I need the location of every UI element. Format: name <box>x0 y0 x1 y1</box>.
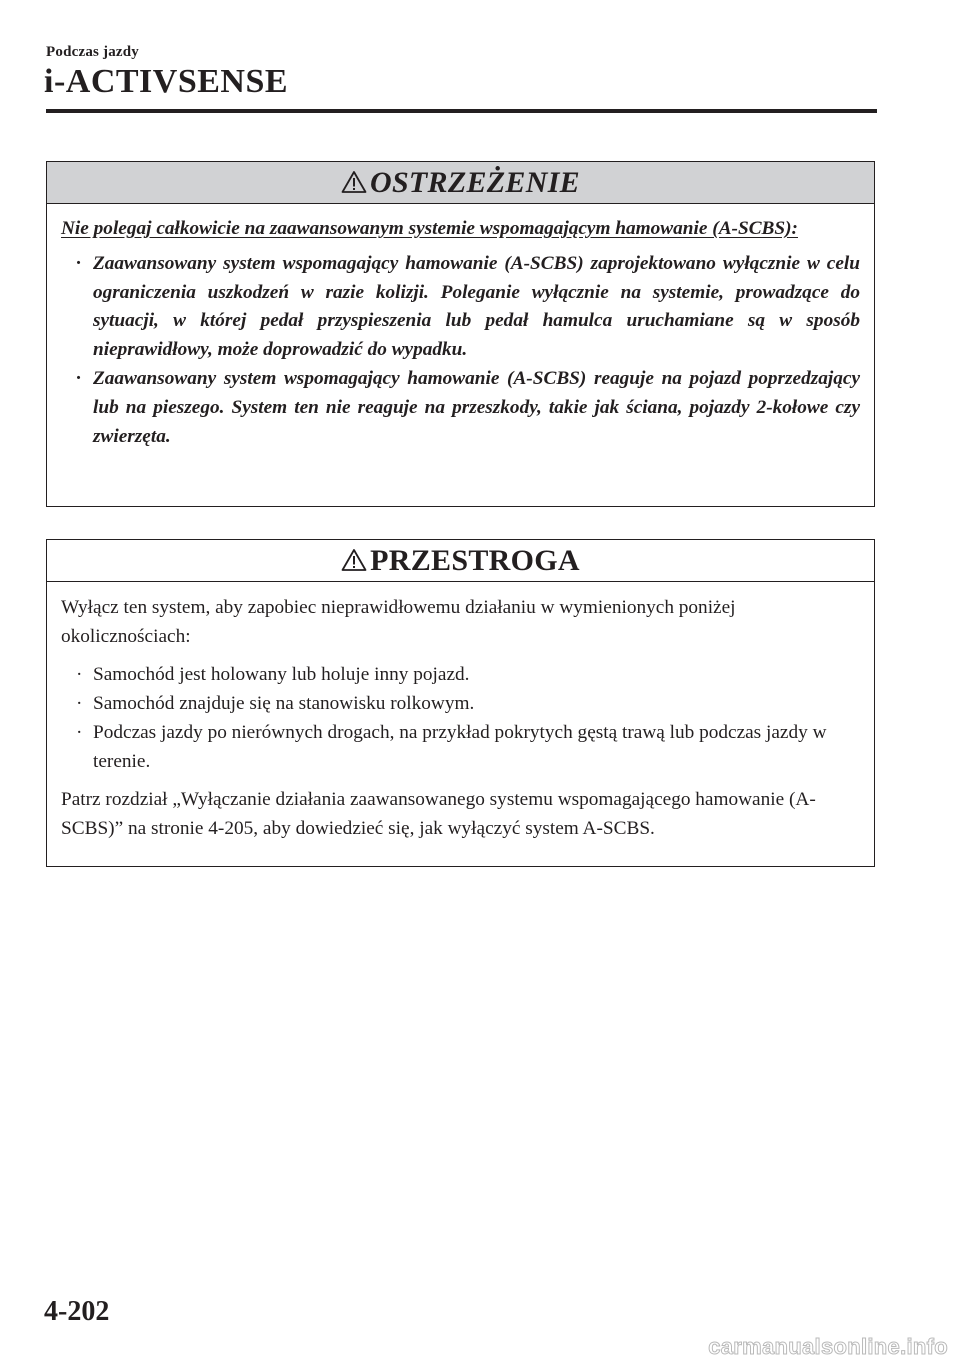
caution-bullet-text: Podczas jazdy po nierównych drogach, na przykład pokrytych gęstą trawą lub podczas jazdy w terenie. <box>93 722 827 772</box>
warning-bullet-item <box>76 365 860 451</box>
section-label: Podczas jazdy <box>46 44 140 60</box>
bullet-dot: · <box>76 693 83 714</box>
bullet-dot: · <box>76 252 81 274</box>
header-rule <box>46 109 877 113</box>
caution-intro: Wyłącz ten system, aby zapobiec nieprawidłowemu działaniu w wymienionych poniżej okolicznościach: <box>61 597 736 647</box>
warning-header <box>47 162 874 204</box>
caution-bullet-item <box>76 718 860 776</box>
warning-intro: Nie polegaj całkowicie na zaawansowanym systemie wspomagającym hamowanie (A-SCBS): <box>61 218 798 239</box>
caution-bullet-item <box>76 689 860 718</box>
bullet-dot: · <box>76 664 83 685</box>
warning-body <box>47 204 874 451</box>
caution-bullet-text: Samochód znajduje się na stanowisku rolkowym. <box>93 693 475 714</box>
warning-heading: OSTRZEŻENIE <box>369 165 580 199</box>
caution-box <box>46 539 875 867</box>
warning-triangle-icon <box>341 170 367 194</box>
caution-header <box>47 540 874 582</box>
warning-triangle-icon <box>341 548 367 572</box>
warning-bullet-text: Zaawansowany system wspomagający hamowanie (A-SCBS) reaguje na pojazd poprzedzający lub na pieszego. System ten nie reaguje na przeszkody, takie jak ściana, pojazdy 2-kołowe czy zwierzęta. <box>93 367 860 447</box>
chapter-title: i-ACTIVSENSE <box>44 63 289 100</box>
warning-bullet-item <box>76 250 860 365</box>
caution-heading: PRZESTROGA <box>370 543 580 577</box>
warning-box <box>46 161 875 507</box>
watermark: carmanualsonline.info <box>708 1334 948 1359</box>
caution-bullet-item <box>76 660 860 689</box>
caution-body <box>47 582 874 843</box>
caution-footer: Patrz rozdział „Wyłączanie działania zaawansowanego systemu wspomagającego hamowanie (A-SCBS)” na stronie 4-205, aby dowiedzieć się, jak wyłączyć system A-SCBS. <box>61 789 816 839</box>
page-number: 4-202 <box>44 1296 110 1327</box>
bullet-dot: · <box>76 367 81 389</box>
caution-bullet-text: Samochód jest holowany lub holuje inny pojazd. <box>93 664 470 685</box>
caution-bullet-list <box>61 660 860 776</box>
warning-bullet-list <box>61 250 860 452</box>
bullet-dot: · <box>76 722 83 743</box>
warning-bullet-text: Zaawansowany system wspomagający hamowanie (A-SCBS) zaprojektowano wyłącznie w celu ograniczenia uszkodzeń w razie kolizji. Poleganie wyłącznie na systemie, prowadzące do sytuacji, w której pedał przyspieszenia lub pedał hamulca uruchamiane są w sposób nieprawidłowy, może doprowadzić do wypadku. <box>93 252 860 361</box>
